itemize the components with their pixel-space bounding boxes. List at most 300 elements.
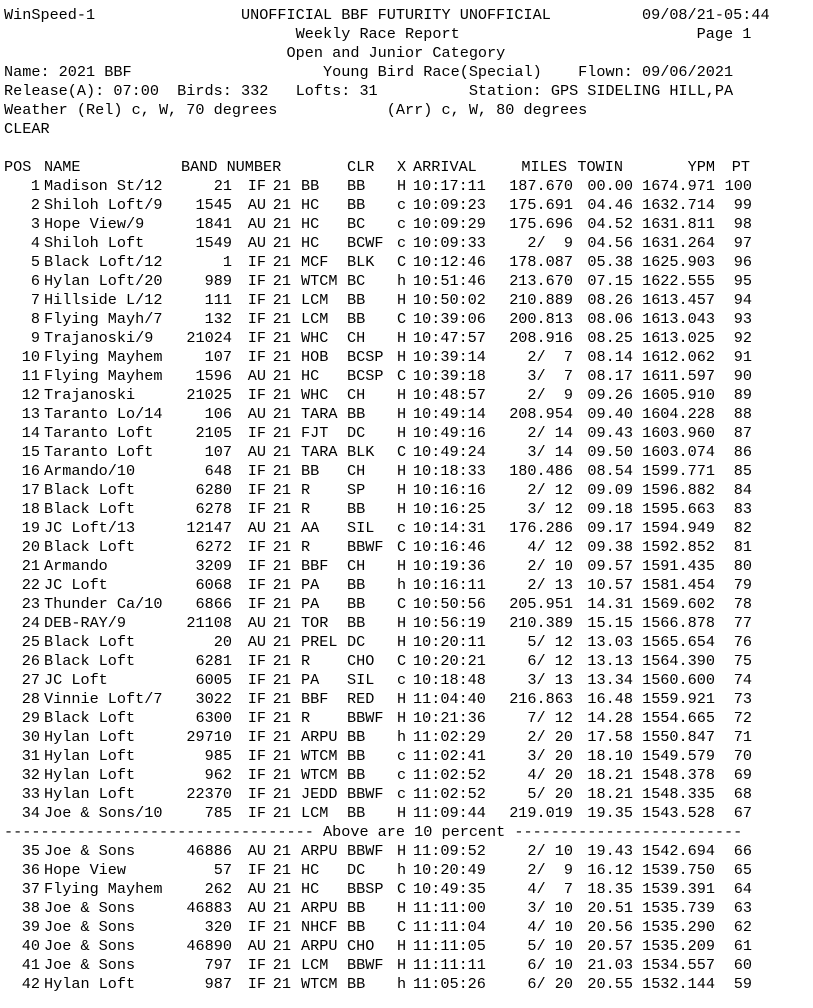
year-cell: 21 xyxy=(272,196,291,214)
race-name-line: Name: 2021 BBF Young Bird Race(Special) Flown: 09/06/2021 xyxy=(4,63,734,81)
pos-cell: 5 xyxy=(30,253,40,271)
color-cell: BB xyxy=(347,196,366,214)
ypm-cell: 1613.457 xyxy=(642,291,715,309)
ypm-cell: 1603.960 xyxy=(642,424,715,442)
col-towin-header: TOWIN xyxy=(577,158,623,176)
points-cell: 78 xyxy=(733,595,752,613)
points-cell: 66 xyxy=(733,842,752,860)
miles-cell: 3/ 10 xyxy=(527,899,573,917)
name-cell: Black Loft xyxy=(44,538,136,556)
color-cell: BBWF xyxy=(347,785,384,803)
arrival-cell: 10:21:36 xyxy=(413,709,486,727)
color-cell: BB xyxy=(347,614,366,632)
result-row xyxy=(4,234,813,253)
arrival-cell: 11:11:00 xyxy=(413,899,486,917)
year-cell: 21 xyxy=(272,899,291,917)
arrival-cell: 11:09:44 xyxy=(413,804,486,822)
col-clr-header: CLR xyxy=(347,158,375,176)
results-table-bottom xyxy=(4,842,813,994)
arrival-cell: 11:02:29 xyxy=(413,728,486,746)
pos-cell: 39 xyxy=(21,918,40,936)
result-row xyxy=(4,348,813,367)
result-row xyxy=(4,196,813,215)
col-pos-header: POS xyxy=(4,158,32,176)
color-cell: BB xyxy=(347,899,366,917)
band-code-cell: ARPU xyxy=(301,728,338,746)
towin-cell: 04.46 xyxy=(587,196,633,214)
name-cell: Hylan Loft xyxy=(44,975,136,993)
towin-cell: 08.26 xyxy=(587,291,633,309)
ypm-cell: 1549.579 xyxy=(642,747,715,765)
band-cell: 132 xyxy=(204,310,232,328)
towin-cell: 09.38 xyxy=(587,538,633,556)
country-cell: IF xyxy=(247,747,266,765)
towin-cell: 09.50 xyxy=(587,443,633,461)
result-row xyxy=(4,310,813,329)
arrival-cell: 10:49:16 xyxy=(413,424,486,442)
sex-cell: H xyxy=(397,462,407,480)
color-cell: SIL xyxy=(347,671,375,689)
ypm-cell: 1539.750 xyxy=(642,861,715,879)
release-line: Release(A): 07:00 Birds: 332 Lofts: 31 Station: GPS SIDELING HILL,PA xyxy=(4,82,734,100)
country-cell: IF xyxy=(247,291,266,309)
sex-cell: H xyxy=(397,424,407,442)
year-cell: 21 xyxy=(272,462,291,480)
band-code-cell: TARA xyxy=(301,443,338,461)
year-cell: 21 xyxy=(272,842,291,860)
pos-cell: 13 xyxy=(21,405,40,423)
points-cell: 65 xyxy=(733,861,752,879)
name-cell: Black Loft/12 xyxy=(44,253,163,271)
band-code-cell: WTCM xyxy=(301,975,338,993)
band-cell: 29710 xyxy=(186,728,232,746)
band-code-cell: WHC xyxy=(301,386,329,404)
ypm-cell: 1595.663 xyxy=(642,500,715,518)
miles-cell: 4/ 20 xyxy=(527,766,573,784)
sex-cell: C xyxy=(397,652,407,670)
band-cell: 962 xyxy=(204,766,232,784)
year-cell: 21 xyxy=(272,386,291,404)
arrival-cell: 11:04:40 xyxy=(413,690,486,708)
country-cell: IF xyxy=(247,329,266,347)
ypm-cell: 1564.390 xyxy=(642,652,715,670)
ypm-cell: 1548.335 xyxy=(642,785,715,803)
arrival-cell: 11:11:04 xyxy=(413,918,486,936)
country-cell: IF xyxy=(247,595,266,613)
year-cell: 21 xyxy=(272,747,291,765)
name-cell: Hope View xyxy=(44,861,127,879)
band-cell: 1 xyxy=(222,253,232,271)
color-cell: BBWF xyxy=(347,956,384,974)
country-cell: AU xyxy=(247,614,266,632)
result-row xyxy=(4,633,813,652)
arrival-cell: 10:39:18 xyxy=(413,367,486,385)
pos-cell: 8 xyxy=(30,310,40,328)
sex-cell: h xyxy=(397,861,407,879)
arrival-cell: 10:51:46 xyxy=(413,272,486,290)
name-cell: JC Loft xyxy=(44,671,108,689)
name-cell: Armando xyxy=(44,557,108,575)
arrival-cell: 10:39:14 xyxy=(413,348,486,366)
pos-cell: 20 xyxy=(21,538,40,556)
miles-cell: 208.916 xyxy=(509,329,573,347)
ypm-cell: 1632.714 xyxy=(642,196,715,214)
arrival-cell: 10:49:24 xyxy=(413,443,486,461)
ypm-cell: 1534.557 xyxy=(642,956,715,974)
report-header-line-2: Weekly Race Report Page 1 xyxy=(4,25,752,43)
sex-cell: c xyxy=(397,234,407,252)
towin-cell: 18.10 xyxy=(587,747,633,765)
sex-cell: h xyxy=(397,576,407,594)
year-cell: 21 xyxy=(272,443,291,461)
towin-cell: 20.51 xyxy=(587,899,633,917)
pos-cell: 9 xyxy=(30,329,40,347)
points-cell: 100 xyxy=(724,177,752,195)
miles-cell: 2/ 10 xyxy=(527,842,573,860)
miles-cell: 216.863 xyxy=(509,690,573,708)
arrival-cell: 10:20:11 xyxy=(413,633,486,651)
arrival-cell: 11:02:52 xyxy=(413,785,486,803)
name-cell: JC Loft/13 xyxy=(44,519,136,537)
ypm-cell: 1550.847 xyxy=(642,728,715,746)
country-cell: IF xyxy=(247,728,266,746)
miles-cell: 4/ 10 xyxy=(527,918,573,936)
result-row xyxy=(4,747,813,766)
country-cell: AU xyxy=(247,234,266,252)
color-cell: BB xyxy=(347,766,366,784)
sex-cell: c xyxy=(397,747,407,765)
points-cell: 91 xyxy=(733,348,752,366)
arrival-cell: 11:11:11 xyxy=(413,956,486,974)
band-cell: 262 xyxy=(204,880,232,898)
band-code-cell: TARA xyxy=(301,405,338,423)
year-cell: 21 xyxy=(272,234,291,252)
color-cell: BB xyxy=(347,405,366,423)
band-code-cell: BBF xyxy=(301,690,329,708)
weather-condition: CLEAR xyxy=(4,120,50,138)
color-cell: BB xyxy=(347,975,366,993)
name-cell: Joe & Sons/10 xyxy=(44,804,163,822)
country-cell: IF xyxy=(247,386,266,404)
band-cell: 320 xyxy=(204,918,232,936)
points-cell: 70 xyxy=(733,747,752,765)
pos-cell: 33 xyxy=(21,785,40,803)
points-cell: 69 xyxy=(733,766,752,784)
points-cell: 59 xyxy=(733,975,752,993)
towin-cell: 19.35 xyxy=(587,804,633,822)
sex-cell: H xyxy=(397,937,407,955)
result-row xyxy=(4,766,813,785)
miles-cell: 6/ 10 xyxy=(527,956,573,974)
band-code-cell: LCM xyxy=(301,956,329,974)
points-cell: 92 xyxy=(733,329,752,347)
ypm-cell: 1613.025 xyxy=(642,329,715,347)
miles-cell: 3/ 20 xyxy=(527,747,573,765)
points-cell: 87 xyxy=(733,424,752,442)
sex-cell: H xyxy=(397,500,407,518)
towin-cell: 16.48 xyxy=(587,690,633,708)
band-cell: 987 xyxy=(204,975,232,993)
year-cell: 21 xyxy=(272,405,291,423)
name-cell: Joe & Sons xyxy=(44,918,136,936)
ypm-cell: 1674.971 xyxy=(642,177,715,195)
arrival-cell: 10:49:35 xyxy=(413,880,486,898)
band-code-cell: PA xyxy=(301,671,320,689)
band-code-cell: LCM xyxy=(301,310,329,328)
result-row xyxy=(4,367,813,386)
color-cell: BBWF xyxy=(347,538,384,556)
report-header-line-3: Open and Junior Category xyxy=(4,44,506,62)
result-row xyxy=(4,709,813,728)
country-cell: IF xyxy=(247,481,266,499)
towin-cell: 04.56 xyxy=(587,234,633,252)
ypm-cell: 1603.074 xyxy=(642,443,715,461)
band-cell: 797 xyxy=(204,956,232,974)
band-cell: 6300 xyxy=(195,709,232,727)
band-cell: 107 xyxy=(204,348,232,366)
towin-cell: 18.21 xyxy=(587,766,633,784)
band-cell: 3209 xyxy=(195,557,232,575)
points-cell: 95 xyxy=(733,272,752,290)
year-cell: 21 xyxy=(272,557,291,575)
year-cell: 21 xyxy=(272,424,291,442)
miles-cell: 3/ 12 xyxy=(527,500,573,518)
band-cell: 1545 xyxy=(195,196,232,214)
miles-cell: 2/ 9 xyxy=(527,234,573,252)
country-cell: IF xyxy=(247,785,266,803)
band-code-cell: LCM xyxy=(301,291,329,309)
name-cell: Flying Mayhem xyxy=(44,367,163,385)
points-cell: 75 xyxy=(733,652,752,670)
miles-cell: 7/ 12 xyxy=(527,709,573,727)
result-row xyxy=(4,975,813,994)
name-cell: Hylan Loft/20 xyxy=(44,272,163,290)
pos-cell: 22 xyxy=(21,576,40,594)
result-row xyxy=(4,918,813,937)
pos-cell: 36 xyxy=(21,861,40,879)
color-cell: SP xyxy=(347,481,366,499)
points-cell: 64 xyxy=(733,880,752,898)
miles-cell: 205.951 xyxy=(509,595,573,613)
arrival-cell: 10:17:11 xyxy=(413,177,486,195)
band-code-cell: ARPU xyxy=(301,899,338,917)
country-cell: AU xyxy=(247,405,266,423)
name-cell: Taranto Lo/14 xyxy=(44,405,163,423)
ypm-cell: 1539.391 xyxy=(642,880,715,898)
result-row xyxy=(4,671,813,690)
band-code-cell: ARPU xyxy=(301,842,338,860)
band-code-cell: R xyxy=(301,538,311,556)
arrival-cell: 10:20:49 xyxy=(413,861,486,879)
points-cell: 61 xyxy=(733,937,752,955)
year-cell: 21 xyxy=(272,709,291,727)
band-code-cell: HC xyxy=(301,215,320,233)
pos-cell: 23 xyxy=(21,595,40,613)
result-row xyxy=(4,386,813,405)
sex-cell: C xyxy=(397,880,407,898)
towin-cell: 21.03 xyxy=(587,956,633,974)
ypm-cell: 1625.903 xyxy=(642,253,715,271)
arrival-cell: 10:18:33 xyxy=(413,462,486,480)
points-cell: 67 xyxy=(733,804,752,822)
pos-cell: 18 xyxy=(21,500,40,518)
pos-cell: 1 xyxy=(30,177,40,195)
result-row xyxy=(4,956,813,975)
ypm-cell: 1542.694 xyxy=(642,842,715,860)
arrival-cell: 10:09:23 xyxy=(413,196,486,214)
pos-cell: 12 xyxy=(21,386,40,404)
name-cell: Flying Mayh/7 xyxy=(44,310,163,328)
color-cell: CH xyxy=(347,329,366,347)
band-code-cell: ARPU xyxy=(301,937,338,955)
col-ypm-header: YPM xyxy=(687,158,715,176)
name-cell: Flying Mayhem xyxy=(44,348,163,366)
result-row xyxy=(4,500,813,519)
arrival-cell: 10:18:48 xyxy=(413,671,486,689)
country-cell: IF xyxy=(247,709,266,727)
pos-cell: 15 xyxy=(21,443,40,461)
country-cell: IF xyxy=(247,177,266,195)
sex-cell: H xyxy=(397,557,407,575)
name-cell: Joe & Sons xyxy=(44,842,136,860)
band-code-cell: R xyxy=(301,500,311,518)
name-cell: Joe & Sons xyxy=(44,956,136,974)
sex-cell: H xyxy=(397,633,407,651)
points-cell: 88 xyxy=(733,405,752,423)
color-cell: BLK xyxy=(347,443,375,461)
band-code-cell: HC xyxy=(301,367,320,385)
color-cell: BB xyxy=(347,918,366,936)
towin-cell: 08.06 xyxy=(587,310,633,328)
year-cell: 21 xyxy=(272,633,291,651)
miles-cell: 6/ 20 xyxy=(527,975,573,993)
miles-cell: 6/ 12 xyxy=(527,652,573,670)
pos-cell: 11 xyxy=(21,367,40,385)
color-cell: BB xyxy=(347,595,366,613)
weather-line: Weather (Rel) c, W, 70 degrees (Arr) c, W, 80 degrees xyxy=(4,101,588,119)
arrival-cell: 10:56:19 xyxy=(413,614,486,632)
color-cell: DC xyxy=(347,633,366,651)
results-table-top xyxy=(4,177,813,823)
year-cell: 21 xyxy=(272,538,291,556)
ypm-cell: 1605.910 xyxy=(642,386,715,404)
band-code-cell: AA xyxy=(301,519,320,537)
band-cell: 107 xyxy=(204,443,232,461)
color-cell: BB xyxy=(347,310,366,328)
name-cell: Hylan Loft xyxy=(44,747,136,765)
color-cell: BCSP xyxy=(347,367,384,385)
band-code-cell: BB xyxy=(301,177,320,195)
band-cell: 46883 xyxy=(186,899,232,917)
band-code-cell: WTCM xyxy=(301,766,338,784)
year-cell: 21 xyxy=(272,215,291,233)
towin-cell: 09.26 xyxy=(587,386,633,404)
name-cell: Thunder Ca/10 xyxy=(44,595,163,613)
name-cell: Shiloh Loft xyxy=(44,234,145,252)
miles-cell: 175.691 xyxy=(509,196,573,214)
arrival-cell: 10:19:36 xyxy=(413,557,486,575)
arrival-cell: 11:09:52 xyxy=(413,842,486,860)
year-cell: 21 xyxy=(272,975,291,993)
name-cell: Vinnie Loft/7 xyxy=(44,690,163,708)
towin-cell: 17.58 xyxy=(587,728,633,746)
result-row xyxy=(4,728,813,747)
color-cell: BB xyxy=(347,291,366,309)
ypm-cell: 1591.435 xyxy=(642,557,715,575)
year-cell: 21 xyxy=(272,671,291,689)
pos-cell: 30 xyxy=(21,728,40,746)
ypm-cell: 1548.378 xyxy=(642,766,715,784)
ypm-cell: 1631.264 xyxy=(642,234,715,252)
report-header-line-1: WinSpeed-1 UNOFFICIAL BBF FUTURITY UNOFFICIAL 09/08/21-05:44 xyxy=(4,6,770,24)
points-cell: 62 xyxy=(733,918,752,936)
ypm-cell: 1566.878 xyxy=(642,614,715,632)
result-row xyxy=(4,937,813,956)
towin-cell: 09.18 xyxy=(587,500,633,518)
pos-cell: 32 xyxy=(21,766,40,784)
miles-cell: 210.389 xyxy=(509,614,573,632)
miles-cell: 219.019 xyxy=(509,804,573,822)
name-cell: Joe & Sons xyxy=(44,937,136,955)
pos-cell: 35 xyxy=(21,842,40,860)
band-code-cell: R xyxy=(301,709,311,727)
name-cell: Black Loft xyxy=(44,481,136,499)
band-cell: 6280 xyxy=(195,481,232,499)
pos-cell: 2 xyxy=(30,196,40,214)
col-x-header: X xyxy=(397,158,407,176)
band-cell: 57 xyxy=(213,861,232,879)
towin-cell: 19.43 xyxy=(587,842,633,860)
sex-cell: C xyxy=(397,918,407,936)
ypm-cell: 1604.228 xyxy=(642,405,715,423)
col-name-header: NAME xyxy=(44,158,81,176)
miles-cell: 200.813 xyxy=(509,310,573,328)
color-cell: RED xyxy=(347,690,375,708)
miles-cell: 4/ 12 xyxy=(527,538,573,556)
points-cell: 96 xyxy=(733,253,752,271)
pos-cell: 37 xyxy=(21,880,40,898)
country-cell: IF xyxy=(247,918,266,936)
color-cell: BC xyxy=(347,272,366,290)
country-cell: IF xyxy=(247,500,266,518)
sex-cell: H xyxy=(397,804,407,822)
sex-cell: c xyxy=(397,215,407,233)
sex-cell: H xyxy=(397,291,407,309)
band-cell: 6281 xyxy=(195,652,232,670)
band-code-cell: HC xyxy=(301,234,320,252)
result-row xyxy=(4,842,813,861)
miles-cell: 2/ 7 xyxy=(527,348,573,366)
year-cell: 21 xyxy=(272,253,291,271)
sex-cell: H xyxy=(397,405,407,423)
year-cell: 21 xyxy=(272,690,291,708)
pos-cell: 26 xyxy=(21,652,40,670)
sex-cell: C xyxy=(397,253,407,271)
sex-cell: C xyxy=(397,310,407,328)
year-cell: 21 xyxy=(272,766,291,784)
miles-cell: 180.486 xyxy=(509,462,573,480)
band-code-cell: FJT xyxy=(301,424,329,442)
year-cell: 21 xyxy=(272,272,291,290)
year-cell: 21 xyxy=(272,918,291,936)
band-code-cell: LCM xyxy=(301,804,329,822)
arrival-cell: 10:16:11 xyxy=(413,576,486,594)
sex-cell: C xyxy=(397,443,407,461)
towin-cell: 20.56 xyxy=(587,918,633,936)
band-code-cell: HC xyxy=(301,880,320,898)
color-cell: CH xyxy=(347,462,366,480)
result-row xyxy=(4,253,813,272)
